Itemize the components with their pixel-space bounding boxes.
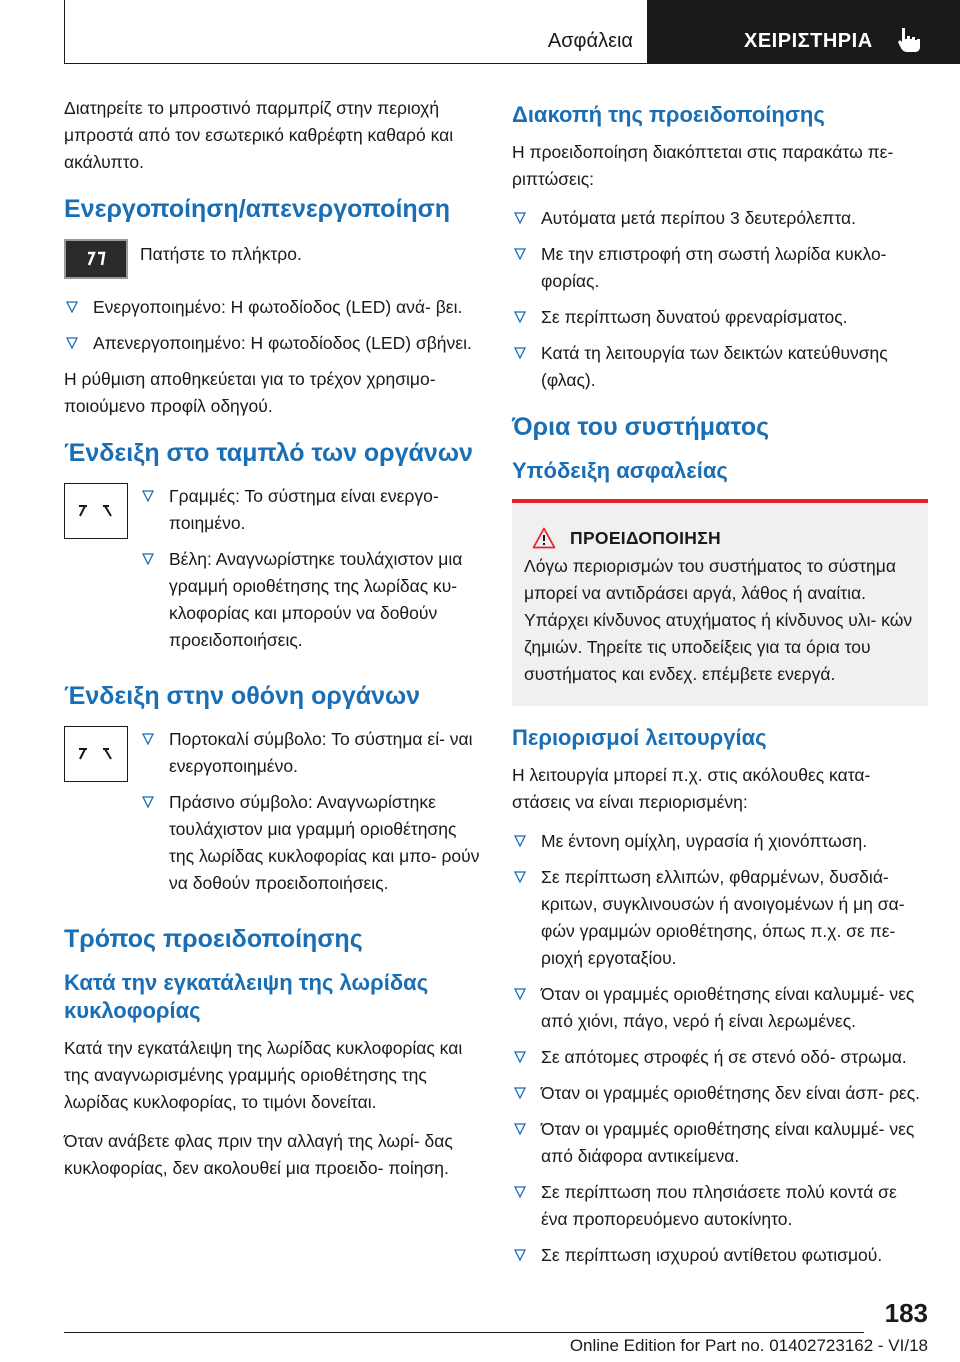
activation-heading: Ενεργοποίηση/απενεργοποίηση bbox=[64, 195, 451, 223]
mode-heading: Τρόπος προειδοποίησης bbox=[64, 925, 363, 953]
screen-row bbox=[64, 726, 480, 906]
limits-heading: Όρια του συστήματος bbox=[512, 413, 770, 441]
header-chapter-tab[interactable] bbox=[648, 0, 960, 64]
triangle-bullet-icon bbox=[514, 871, 526, 883]
stop-list bbox=[512, 205, 928, 394]
triangle-bullet-icon bbox=[514, 248, 526, 260]
screen-list bbox=[140, 726, 480, 897]
intro-paragraph: Διατηρείτε το μπροστινό παρμπρίζ στην περιοχή μπροστά από τον εσωτερικό καθρέφτη καθαρό και ακάλυπτο. bbox=[64, 98, 454, 172]
footer-rule bbox=[64, 1332, 864, 1333]
restrictions-list bbox=[512, 828, 928, 1269]
warning-triangle-icon bbox=[532, 527, 556, 549]
pointing-hand-icon bbox=[894, 24, 924, 54]
list-item: Αυτόματα μετά περίπου 3 δευτερόλεπτα. bbox=[512, 205, 928, 232]
restrictions-intro: Η λειτουργία μπορεί π.χ. στις ακόλουθες κατα- στάσεις να είναι περιορισμένη: bbox=[512, 765, 871, 812]
triangle-bullet-icon bbox=[514, 347, 526, 359]
restrictions-heading: Περιορισμοί λειτουργίας bbox=[512, 725, 767, 750]
triangle-bullet-icon bbox=[514, 835, 526, 847]
list-item: Σε περίπτωση που πλησιάσετε πολύ κοντά σε ένα προπορευόμενο αυτοκίνητο. bbox=[512, 1179, 928, 1233]
triangle-bullet-icon bbox=[142, 796, 154, 808]
activation-note: Η ρύθμιση αποθηκεύεται για το τρέχον χρησιμο- ποιούμενο προφίλ οδηγού. bbox=[64, 369, 436, 416]
list-item: Σε περίπτωση δυνατού φρεναρίσματος. bbox=[512, 304, 928, 331]
header-section bbox=[480, 0, 648, 63]
list-item: Σε περίπτωση ελλιπών, φθαρμένων, δυσδιά- κριτων, συγκλινουσών ή ανοιγομένων ή μη σα- φών γραμμών οριοθέτησης, όπως π.χ. σε πε- ριοχή εργοταξίου. bbox=[512, 864, 928, 972]
list-item: Όταν οι γραμμές οριοθέτησης δεν είναι άσπ- ρες. bbox=[512, 1080, 928, 1107]
lane-button-icon bbox=[64, 239, 128, 279]
footer-edition: Online Edition for Part no. 01402723162 - VI/18 bbox=[569, 1336, 928, 1355]
leave-paragraph-1: Κατά την εγκατάλειψη της λωρίδας κυκλοφορίας και της αναγνωρισμένης γραμμής οριοθέτησης της λωρίδας κυκλοφορίας, το τιμόνι δονείται. bbox=[64, 1038, 463, 1112]
activation-row bbox=[64, 239, 480, 280]
triangle-bullet-icon bbox=[142, 733, 154, 745]
lane-lines-icon bbox=[64, 726, 128, 782]
list-item: Όταν οι γραμμές οριοθέτησης είναι καλυμμέ- νες από χιόνι, πάγο, νερό ή είναι λερωμένες. bbox=[512, 981, 928, 1035]
dash-list bbox=[140, 483, 480, 654]
list-item: Κατά τη λειτουργία των δεικτών κατεύθυνσης (φλας). bbox=[512, 340, 928, 394]
list-item: Πράσινο σύμβολο: Αναγνωρίστηκε τουλάχιστον μια γραμμή οριοθέτησης της λωρίδας κυκλοφορίας και μπο- ρούν να δοθούν προειδοποιήσεις. bbox=[140, 789, 480, 897]
list-item: Σε απότομες στροφές ή σε στενό οδό- στρωμα. bbox=[512, 1044, 928, 1071]
safety-heading: Υπόδειξη ασφαλείας bbox=[512, 458, 728, 483]
header-chapter-label: ΧΕΙΡΙΣΤΗΡΙΑ bbox=[744, 30, 873, 52]
left-column bbox=[64, 95, 480, 1194]
page-number: 183 bbox=[884, 1298, 928, 1328]
triangle-bullet-icon bbox=[514, 212, 526, 224]
triangle-bullet-icon bbox=[514, 1087, 526, 1099]
header-left-rule bbox=[64, 0, 65, 64]
leave-paragraph-2: Όταν ανάβετε φλας πριν την αλλαγή της λωρί- δας κυκλοφορίας, δεν ακολουθεί μια προειδο- ποίηση. bbox=[64, 1131, 453, 1178]
list-item: Βέλη: Αναγνωρίστηκε τουλάχιστον μια γραμμή οριοθέτησης της λωρίδας κυ- κλοφορίας και μπορούν να δοθούν προειδοποιήσεις. bbox=[140, 546, 480, 654]
list-item: Ενεργοποιημένο: Η φωτοδίοδος (LED) ανά- βει. bbox=[64, 294, 480, 321]
screen-heading: Ένδειξη στην οθόνη οργάνων bbox=[64, 682, 421, 710]
right-column bbox=[512, 95, 928, 1278]
activation-list bbox=[64, 294, 480, 357]
warning-text: Λόγω περιορισμών του συστήματος το σύστημα μπορεί να αντιδράσει αργά, λάθος ή αναίτια. Υπάρχει κίνδυνος ατυχήματος ή κίνδυνος υλι- κών ζημιών. Τηρείτε τις υποδείξεις για τα όρια του συστήματος και ενδεχ. επέμβετε ενεργά. bbox=[524, 556, 913, 684]
triangle-bullet-icon bbox=[66, 337, 78, 349]
triangle-bullet-icon bbox=[142, 553, 154, 565]
list-item: Γραμμές: Το σύστημα είναι ενεργο- ποιημένο. bbox=[140, 483, 480, 537]
triangle-bullet-icon bbox=[514, 1186, 526, 1198]
dash-row bbox=[64, 483, 480, 663]
warning-box bbox=[512, 499, 928, 706]
stop-intro: Η προειδοποίηση διακόπτεται στις παρακάτω πε- ριπτώσεις: bbox=[512, 142, 894, 189]
stop-heading: Διακοπή της προειδοποίησης bbox=[512, 102, 825, 127]
list-item: Πορτοκαλί σύμβολο: Το σύστημα εί- ναι ενεργοποιημένο. bbox=[140, 726, 480, 780]
triangle-bullet-icon bbox=[142, 490, 154, 502]
triangle-bullet-icon bbox=[514, 311, 526, 323]
list-item: Με την επιστροφή στη σωστή λωρίδα κυκλο- φορίας. bbox=[512, 241, 928, 295]
list-item: Σε περίπτωση ισχυρού αντίθετου φωτισμού. bbox=[512, 1242, 928, 1269]
list-item: Απενεργοποιημένο: Η φωτοδίοδος (LED) σβήνει. bbox=[64, 330, 480, 357]
triangle-bullet-icon bbox=[514, 1123, 526, 1135]
warning-header bbox=[524, 527, 916, 549]
triangle-bullet-icon bbox=[514, 1051, 526, 1063]
header-section-label: Ασφάλεια bbox=[547, 30, 633, 52]
activation-step: Πατήστε το πλήκτρο. bbox=[140, 244, 302, 264]
warning-title: ΠΡΟΕΙΔΟΠΟΙΗΣΗ bbox=[570, 527, 721, 548]
lane-lines-icon bbox=[64, 483, 128, 539]
leave-heading: Κατά την εγκατάλειψη της λωρίδας κυκλοφορίας bbox=[64, 970, 429, 1023]
triangle-bullet-icon bbox=[66, 301, 78, 313]
list-item: Όταν οι γραμμές οριοθέτησης είναι καλυμμέ- νες από διάφορα αντικείμενα. bbox=[512, 1116, 928, 1170]
dash-heading: Ένδειξη στο ταμπλό των οργάνων bbox=[64, 439, 473, 467]
list-item: Με έντονη ομίχλη, υγρασία ή χιονόπτωση. bbox=[512, 828, 928, 855]
triangle-bullet-icon bbox=[514, 1249, 526, 1261]
triangle-bullet-icon bbox=[514, 988, 526, 1000]
